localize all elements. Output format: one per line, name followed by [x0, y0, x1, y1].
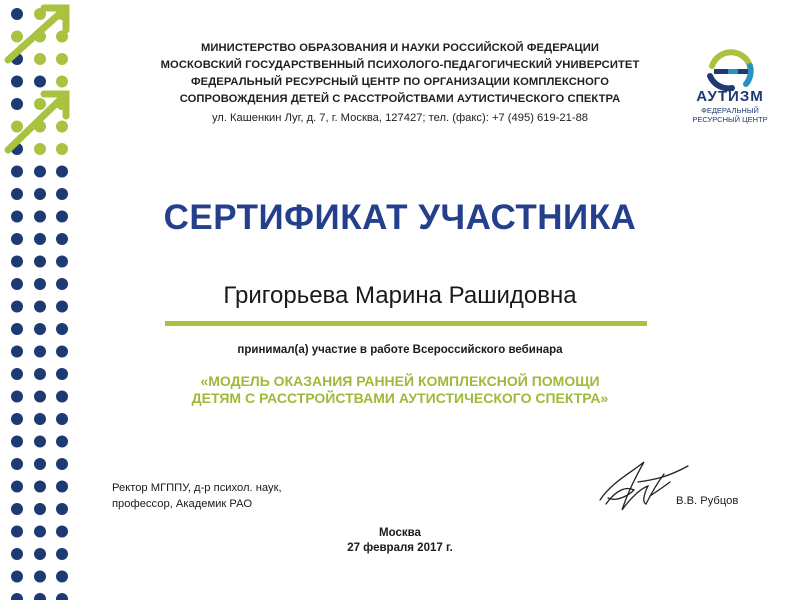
decorative-dot [56, 256, 68, 268]
participation-text: принимал(а) участие в работе Всероссийского вебинара [237, 344, 563, 356]
decorative-dot [56, 76, 68, 88]
decorative-dot [56, 278, 68, 290]
decorative-dot [34, 413, 46, 425]
decorative-dot [11, 413, 23, 425]
decorative-dot [11, 346, 23, 358]
decorative-dot [11, 593, 23, 600]
decorative-dot-column [0, 0, 80, 600]
decorative-dot [56, 481, 68, 493]
decorative-dot [11, 571, 23, 583]
header-address: ул. Кашенкин Луг, д. 7, г. Москва, 127427; тел. (факс): +7 (495) 619-21-88 [211, 112, 589, 124]
decorative-dot [56, 458, 68, 470]
decorative-dot [34, 503, 46, 515]
decorative-dot [34, 278, 46, 290]
decorative-dot [34, 211, 46, 223]
decorative-dot [56, 53, 68, 65]
decorative-dot [56, 368, 68, 380]
decorative-dot [34, 458, 46, 470]
decorative-dot [11, 278, 23, 290]
signer-position-line2: профессор, Академик РАО [112, 498, 253, 510]
name-underline [165, 321, 647, 326]
signature-icon [592, 452, 692, 522]
header-ministry: МИНИСТЕРСТВО ОБРАЗОВАНИЯ И НАУКИ РОССИЙСКОЙ ФЕДЕРАЦИИ [200, 42, 600, 54]
logo-subtitle-line1: ФЕДЕРАЛЬНЫЙ [701, 106, 759, 115]
decorative-dot [34, 188, 46, 200]
decorative-dot [11, 98, 23, 110]
webinar-title-line1: «МОДЕЛЬ ОКАЗАНИЯ РАННЕЙ КОМПЛЕКСНОЙ ПОМОЩИ [200, 373, 600, 389]
decorative-dot [34, 481, 46, 493]
decorative-dot [11, 323, 23, 335]
decorative-dot [34, 53, 46, 65]
decorative-dot [11, 121, 23, 133]
decorative-dot [34, 368, 46, 380]
decorative-dot [34, 571, 46, 583]
decorative-dot [56, 526, 68, 538]
decorative-dot [34, 323, 46, 335]
decorative-dot [11, 526, 23, 538]
signer-position [112, 480, 282, 512]
recipient-name: Григорьева Марина Рашидовна [223, 282, 577, 309]
certificate-title: СЕРТИФИКАТ УЧАСТНИКА [163, 198, 637, 237]
decorative-dot [56, 233, 68, 245]
decorative-dot [56, 571, 68, 583]
issue-date: 27 февраля 2017 г. [347, 542, 453, 554]
decorative-dot [11, 8, 23, 20]
decorative-dot [34, 526, 46, 538]
decorative-dot [11, 368, 23, 380]
decorative-dot [11, 233, 23, 245]
decorative-dot [34, 436, 46, 448]
decorative-dot [11, 503, 23, 515]
decorative-dot [11, 458, 23, 470]
decorative-dot [56, 143, 68, 155]
decorative-dot [34, 593, 46, 600]
decorative-dot [34, 256, 46, 268]
decorative-dot [11, 436, 23, 448]
decorative-dot [11, 481, 23, 493]
decorative-dot [11, 211, 23, 223]
webinar-title-line2: ДЕТЯМ С РАССТРОЙСТВАМИ АУТИСТИЧЕСКОГО СПЕКТРА» [191, 390, 609, 406]
header-university: МОСКОВСКИЙ ГОСУДАРСТВЕННЫЙ ПСИХОЛОГО-ПЕДАГОГИЧЕСКИЙ УНИВЕРСИТЕТ [160, 59, 640, 71]
decorative-dot [56, 391, 68, 403]
decorative-dot [34, 301, 46, 313]
decorative-dot [34, 143, 46, 155]
decorative-dot [34, 346, 46, 358]
decorative-dot [56, 346, 68, 358]
decorative-dot [11, 76, 23, 88]
decorative-dot [56, 166, 68, 178]
logo-subtitle [680, 106, 780, 124]
decorative-dot [11, 391, 23, 403]
decorative-dot [56, 503, 68, 515]
decorative-dot [56, 121, 68, 133]
decorative-dot [11, 166, 23, 178]
decorative-dot [34, 391, 46, 403]
header-center-line1: ФЕДЕРАЛЬНЫЙ РЕСУРСНЫЙ ЦЕНТР ПО ОРГАНИЗАЦИИ КОМПЛЕКСНОГО [190, 76, 610, 88]
decorative-dot [11, 301, 23, 313]
decorative-dot [56, 211, 68, 223]
decorative-dot [56, 436, 68, 448]
signer-position-line1: Ректор МГППУ, д-р психол. наук, [112, 482, 282, 494]
decorative-dot [56, 413, 68, 425]
logo-wordmark: АУТИЗМ [696, 88, 764, 105]
decorative-dot [56, 593, 68, 600]
decorative-dot [56, 323, 68, 335]
signer-name: В.В. Рубцов [676, 495, 739, 507]
decorative-dot [11, 31, 23, 43]
decorative-dot [11, 188, 23, 200]
decorative-dot [56, 548, 68, 560]
decorative-dot [56, 188, 68, 200]
decorative-dot [34, 233, 46, 245]
decorative-dot [56, 301, 68, 313]
decorative-dot [11, 256, 23, 268]
decorative-dot [34, 548, 46, 560]
decorative-dot [34, 166, 46, 178]
decorative-dot [11, 548, 23, 560]
decorative-dot [34, 98, 46, 110]
decorative-dot [34, 76, 46, 88]
logo-subtitle-line2: РЕСУРСНЫЙ ЦЕНТР [692, 115, 768, 124]
issue-city: Москва [379, 527, 421, 539]
header-center-line2: СОПРОВОЖДЕНИЯ ДЕТЕЙ С РАССТРОЙСТВАМИ АУТИСТИЧЕСКОГО СПЕКТРА [179, 93, 621, 105]
